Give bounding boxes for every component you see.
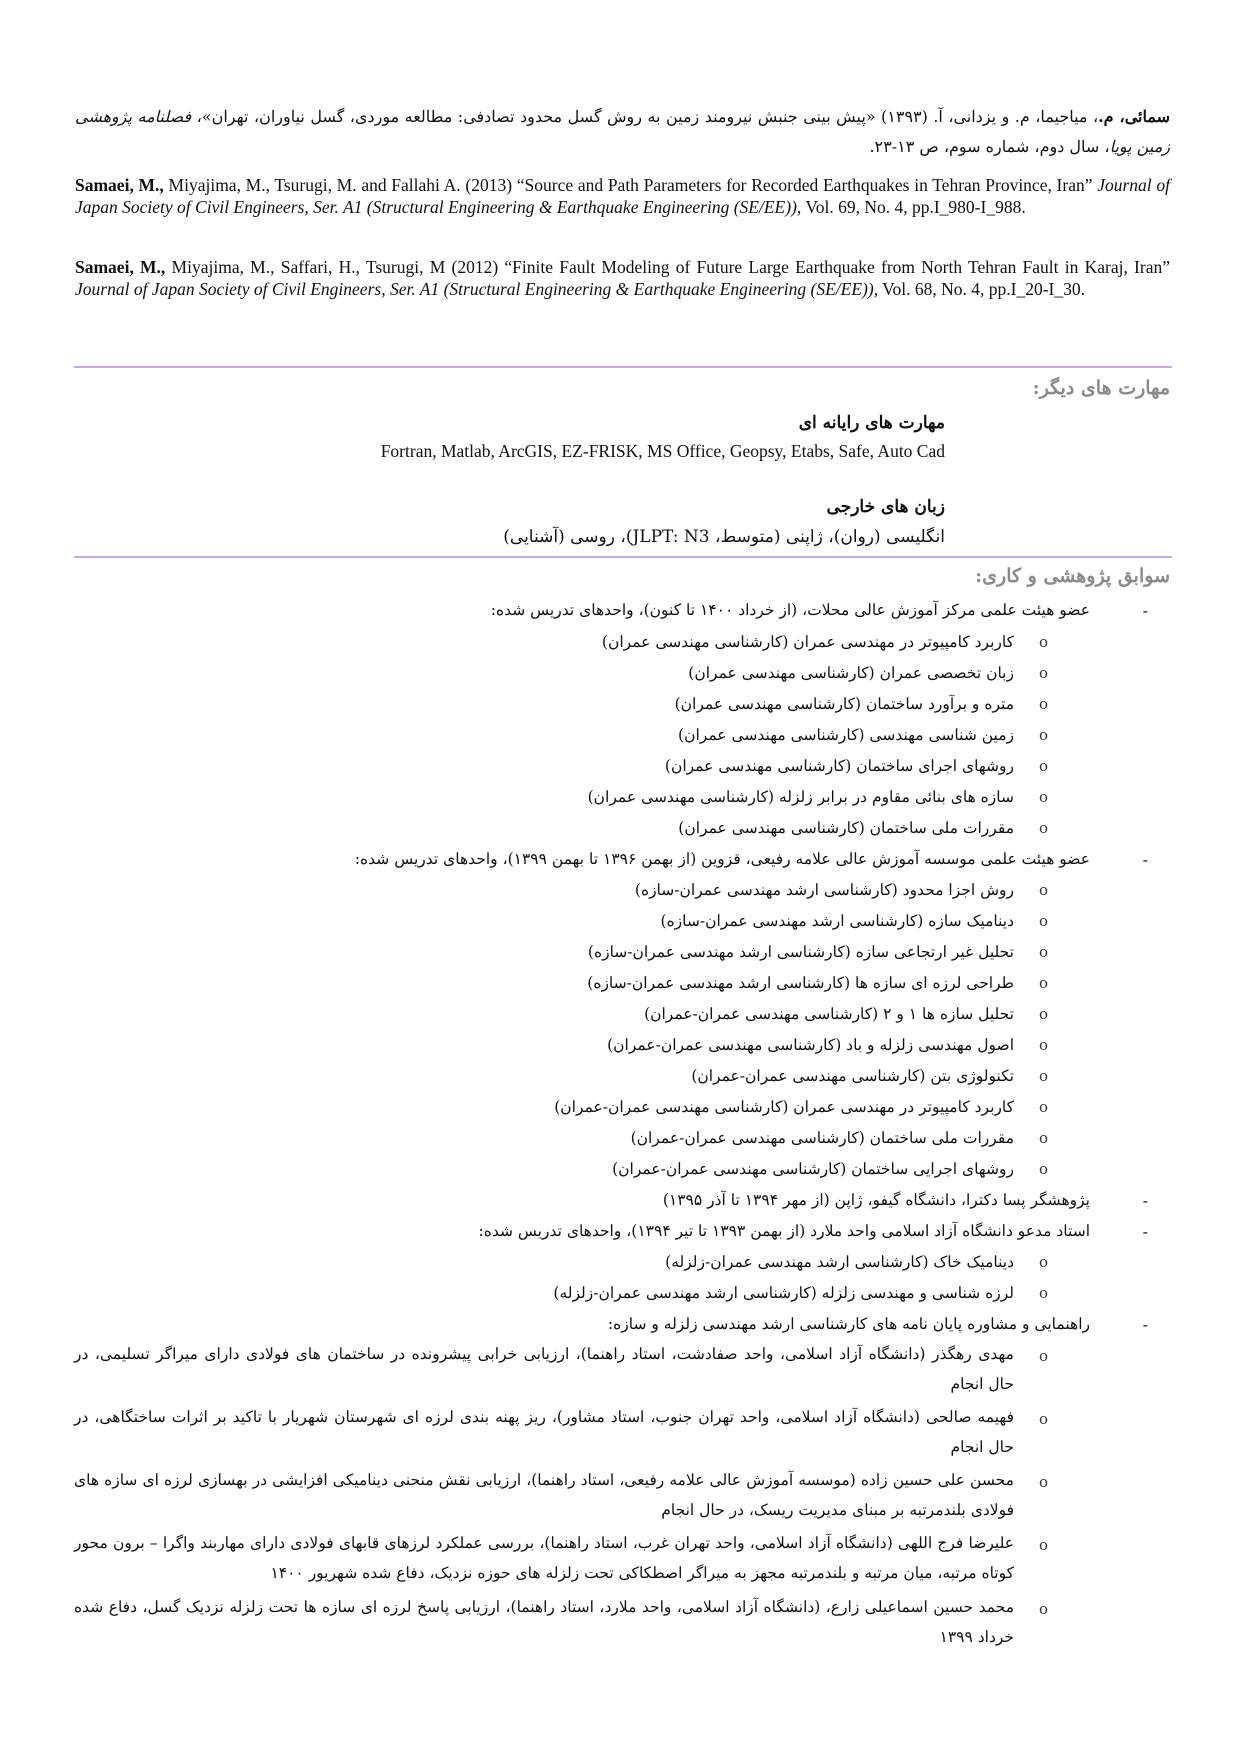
- circle-bullet: o: [1038, 1036, 1048, 1054]
- list-item: مقررات ملی ساختمان (کارشناسی مهندسی عمران): [678, 819, 1014, 837]
- dash-bullet: -: [1142, 850, 1148, 869]
- circle-bullet: o: [1038, 1536, 1048, 1554]
- circle-bullet: o: [1038, 788, 1048, 806]
- publication-volume: Vol. 68, No. 4, pp.I_20-I_30.: [878, 278, 1086, 299]
- list-item: زمین شناسی مهندسی (کارشناسی مهندسی عمران): [678, 726, 1014, 744]
- dash-bullet: -: [1142, 1222, 1148, 1241]
- circle-bullet: o: [1038, 1347, 1048, 1365]
- publication-volume: Vol. 69, No. 4, pp.I_980-I_988.: [801, 196, 1026, 217]
- publication-details: ، میاجیما، م. و یزدانی، آ. (۱۳۹۳) «پیش بینی جنبش نیرومند زمین به روش گسل محدود تصادفی: مطالعه موردی، گسل نیاوران، تهران»،: [191, 107, 1099, 126]
- publication-details: Miyajima, M., Saffari, H., Tsurugi, M (2012) “Finite Fault Modeling of Future Large Earthquake from North Tehran Fault in Karaj, Iran”: [165, 257, 1170, 277]
- list-item: سازه های بنائی مقاوم در برابر زلزله (کارشناسی مهندسی عمران): [587, 788, 1014, 806]
- thesis-item: فهیمه صالحی (دانشگاه آزاد اسلامی، واحد تهران جنوب، استاد مشاور)، ریز پهنه بندی لرزه ای شهرستان شهریار با تاکید بر اثرات ساختگاهی، در حال انجام: [74, 1408, 1014, 1457]
- list-item: دینامیک سازه (کارشناسی ارشد مهندسی عمران-سازه): [660, 912, 1014, 930]
- publication-author: سمائی، م.: [1098, 107, 1171, 126]
- circle-bullet: o: [1038, 1098, 1048, 1116]
- circle-bullet: o: [1038, 633, 1048, 651]
- section-title-other-skills: مهارت های دیگر:: [1032, 377, 1170, 399]
- circle-bullet: o: [1038, 1067, 1048, 1085]
- list-item: اصول مهندسی زلزله و باد (کارشناسی مهندسی عمران-عمران): [607, 1036, 1014, 1054]
- publication-details: Miyajima, M., Tsurugi, M. and Fallahi A. (2013) “Source and Path Parameters for Recorded Earthquakes in Tehran Province, Iran”: [163, 175, 1098, 195]
- circle-bullet: o: [1038, 1005, 1048, 1023]
- circle-bullet: o: [1038, 1600, 1048, 1618]
- section-divider: [74, 556, 1172, 558]
- computer-skills-title: مهارت های رایانه ای: [798, 413, 945, 433]
- dash-bullet: -: [1142, 601, 1148, 620]
- circle-bullet: o: [1038, 1284, 1048, 1302]
- list-item: تحلیل سازه ها ۱ و ۲ (کارشناسی مهندسی عمران-عمران): [644, 1005, 1014, 1023]
- list-item: متره و برآورد ساختمان (کارشناسی مهندسی عمران): [674, 695, 1014, 713]
- experience-malard: استاد مدعو دانشگاه آزاد اسلامی واحد ملارد (از بهمن ۱۳۹۳ تا تیر ۱۳۹۴)، واحدهای تدریس شده:: [478, 1222, 1090, 1240]
- languages-text: انگلیسی (روان)، ژاپنی (متوسط، JLPT: N3)، روسی (آشنایی): [503, 527, 945, 547]
- circle-bullet: o: [1038, 726, 1048, 744]
- circle-bullet: o: [1038, 1410, 1048, 1428]
- section-divider: [74, 366, 1172, 368]
- publication-volume: ، سال دوم، شماره سوم، ص ۱۳-۲۳.: [869, 137, 1110, 157]
- experience-rafiei: عضو هیئت علمی موسسه آموزش عالی علامه رفیعی، قزوین (از بهمن ۱۳۹۶ تا بهمن ۱۳۹۹)، واحدهای تدریس شده:: [354, 850, 1090, 868]
- circle-bullet: o: [1038, 974, 1048, 992]
- languages-title: زبان های خارجی: [826, 497, 945, 517]
- list-item: تحلیل غیر ارتجاعی سازه (کارشناسی ارشد مهندسی عمران-سازه): [587, 943, 1014, 961]
- section-title-experience: سوابق پژوهشی و کاری:: [975, 565, 1170, 587]
- thesis-item: مهدی رهگذر (دانشگاه آزاد اسلامی، واحد صفادشت، استاد راهنما)، ارزیابی خرابی پیشرونده در ساختمان های فولادی دارای میراگر تسلیمی، در حال انجام: [74, 1345, 1014, 1394]
- circle-bullet: o: [1038, 695, 1048, 713]
- publication-en-1: [75, 175, 1170, 219]
- circle-bullet: o: [1038, 819, 1048, 837]
- circle-bullet: o: [1038, 757, 1048, 775]
- publication-journal: Journal of Japan Society of Civil Engineers, Ser. A1 (Structural Engineering & Earthquake Engineering (SE/EE)),: [75, 175, 1170, 217]
- publication-author: Samaei, M.,: [75, 257, 166, 277]
- publication-en-2: [75, 257, 1170, 301]
- thesis-item: محمد حسین اسماعیلی زارع، (دانشگاه آزاد اسلامی، واحد ملارد، استاد راهنما)، ارزیابی پاسخ لرزه ای سازه ها تحت زلزله نزدیک گسل، دفاع شده خرداد ۱۳۹۹: [74, 1598, 1014, 1647]
- publication-author: Samaei, M.,: [75, 175, 164, 195]
- dash-bullet: -: [1142, 1315, 1148, 1334]
- list-item: مقررات ملی ساختمان (کارشناسی مهندسی عمران-عمران): [630, 1129, 1014, 1147]
- dash-bullet: -: [1142, 1191, 1148, 1210]
- circle-bullet: o: [1038, 1160, 1048, 1178]
- circle-bullet: o: [1038, 1253, 1048, 1271]
- list-item: لرزه شناسی و مهندسی زلزله (کارشناسی ارشد مهندسی عمران-زلزله): [553, 1284, 1014, 1302]
- computer-skills-text: Fortran, Matlab, ArcGIS, EZ-FRISK, MS Office, Geopsy, Etabs, Safe, Auto Cad: [380, 441, 945, 461]
- list-item: روشهای اجرای ساختمان (کارشناسی مهندسی عمران): [664, 757, 1014, 775]
- circle-bullet: o: [1038, 912, 1048, 930]
- experience-supervision: راهنمایی و مشاوره پایان نامه های کارشناسی ارشد مهندسی زلزله و سازه:: [607, 1315, 1090, 1333]
- publication-journal: Journal of Japan Society of Civil Engineers, Ser. A1 (Structural Engineering & Earthquake Engineering (SE/EE)),: [75, 278, 879, 299]
- list-item: کاربرد کامپیوتر در مهندسی عمران (کارشناسی مهندسی عمران): [601, 633, 1014, 651]
- list-item: طراحی لرزه ای سازه ها (کارشناسی ارشد مهندسی عمران-سازه): [587, 974, 1014, 992]
- circle-bullet: o: [1038, 881, 1048, 899]
- experience-mahallat: عضو هیئت علمی مرکز آموزش عالی محلات، (از خرداد ۱۴۰۰ تا کنون)، واحدهای تدریس شده:: [490, 601, 1090, 619]
- circle-bullet: o: [1038, 943, 1048, 961]
- list-item: دینامیک خاک (کارشناسی ارشد مهندسی عمران-زلزله): [665, 1253, 1014, 1271]
- list-item: تکنولوژی بتن (کارشناسی مهندسی عمران-عمران): [691, 1067, 1014, 1085]
- experience-postdoc: پژوهشگر پسا دکترا، دانشگاه گیفو، ژاپن (از مهر ۱۳۹۴ تا آذر ۱۳۹۵): [662, 1191, 1090, 1209]
- thesis-item: علیرضا فرج اللهی (دانشگاه آزاد اسلامی، واحد تهران غرب، استاد راهنما)، بررسی عملکرد لرزهای قابهای فولادی دارای مهاربند واگرا – برون محور کوتاه مرتبه، میان مرتبه و بلندمرتبه مجهز به میراگر اصطکاکی تحت زلزله های حوزه نزدیک، دفاع شده شهریور ۱۴۰۰: [74, 1534, 1014, 1583]
- thesis-item: محسن علی حسین زاده (موسسه آموزش عالی علامه رفیعی، استاد راهنما)، ارزیابی نقش منحنی دینامیکی افزایشی در بهسازی لرزه ای سازه های فولادی بلندمرتبه بر مبنای مدیریت ریسک، در حال انجام: [74, 1471, 1014, 1520]
- publication-fa-1: [75, 102, 1170, 163]
- list-item: زبان تخصصی عمران (کارشناسی مهندسی عمران): [688, 664, 1014, 682]
- list-item: روشهای اجرایی ساختمان (کارشناسی مهندسی عمران-عمران): [612, 1160, 1014, 1178]
- circle-bullet: o: [1038, 1129, 1048, 1147]
- list-item: روش اجزا محدود (کارشناسی ارشد مهندسی عمران-سازه): [634, 881, 1014, 899]
- circle-bullet: o: [1038, 664, 1048, 682]
- circle-bullet: o: [1038, 1473, 1048, 1491]
- publication-journal: فصلنامه پژوهشی زمین پویا: [75, 107, 1170, 157]
- list-item: کاربرد کامپیوتر در مهندسی عمران (کارشناسی مهندسی عمران-عمران): [554, 1098, 1014, 1116]
